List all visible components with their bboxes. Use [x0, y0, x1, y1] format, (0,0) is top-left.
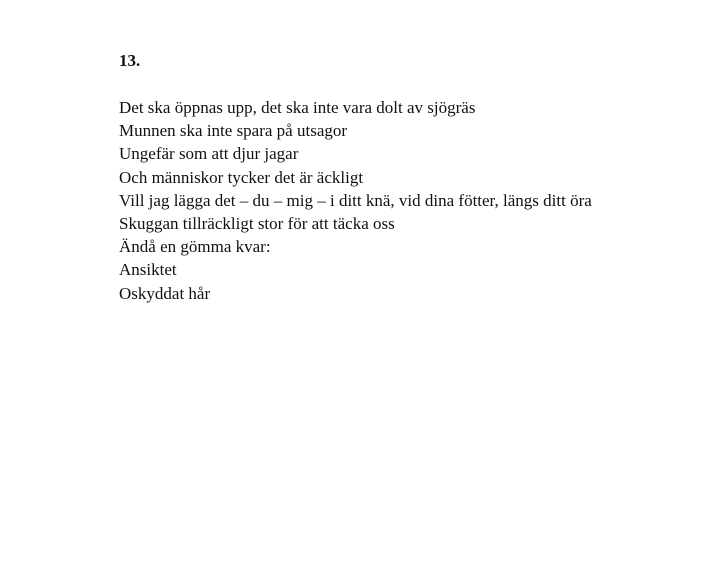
poem-line: Ungefär som att djur jagar: [119, 144, 299, 164]
poem-line: Ändå en gömma kvar:: [119, 237, 271, 257]
poem-line: Oskyddat hår: [119, 283, 211, 303]
poem-line: Vill jag lägga det – du – mig – i ditt knä, vid dina fötter, längs ditt öra: [119, 190, 592, 210]
poem-line: Ansiktet: [119, 260, 177, 280]
poem-line: Skuggan tillräckligt stor för att täcka oss: [119, 214, 395, 234]
poem-line: Och människor tycker det är äckligt: [119, 167, 364, 187]
poem-line: Munnen ska inte spara på utsagor: [119, 121, 348, 141]
poem-line: Det ska öppnas upp, det ska inte vara dolt av sjögräs: [119, 98, 476, 117]
poem-body: [119, 96, 592, 305]
poem-number-heading: 13.: [119, 51, 141, 70]
